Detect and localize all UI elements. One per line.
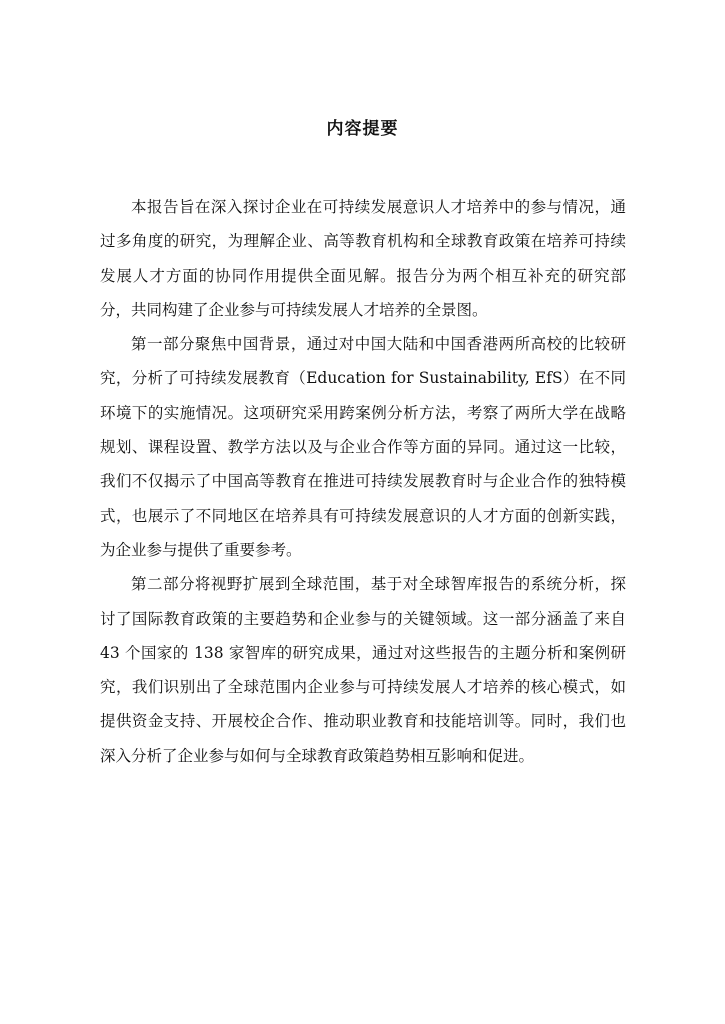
paragraph-part-two: 第二部分将视野扩展到全球范围，基于对全球智库报告的系统分析，探讨了国际教育政策的主要趋势和企业参与的关键领域。这一部分涵盖了来自 43 个国家的 138 家智库的研究成果，通过对这些报告的主题分析和案例研究，我们识别出了全球范围内企业参与可持续发展人才培养的核心模式，如提供资金支持、开展校企合作、推动职业教育和技能培训等。同时，我们也深入分析了企业参与如何与全球教育政策趋势相互影响和促进。 [100,575,626,765]
document-body [100,190,626,773]
page-title: 内容提要 [326,119,399,139]
paragraph-part-one: 第一部分聚焦中国背景，通过对中国大陆和中国香港两所高校的比较研究，分析了可持续发展教育（Education for Sustainability, EfS）在不同环境下的实施情况。这项研究采用跨案例分析方法，考察了两所大学在战略规划、课程设置、教学方法以及与企业合作等方面的异同。通过这一比较，我们不仅揭示了中国高等教育在推进可持续发展教育时与企业合作的独特模式，也展示了不同地区在培养具有可持续发展意识的人才方面的创新实践，为企业参与提供了重要参考。 [100,335,626,559]
paragraph-intro: 本报告旨在深入探讨企业在可持续发展意识人才培养中的参与情况，通过多角度的研究，为理解企业、高等教育机构和全球教育政策在培养可持续发展人才方面的协同作用提供全面见解。报告分为两个相互补充的研究部分，共同构建了企业参与可持续发展人才培养的全景图。 [100,198,626,319]
